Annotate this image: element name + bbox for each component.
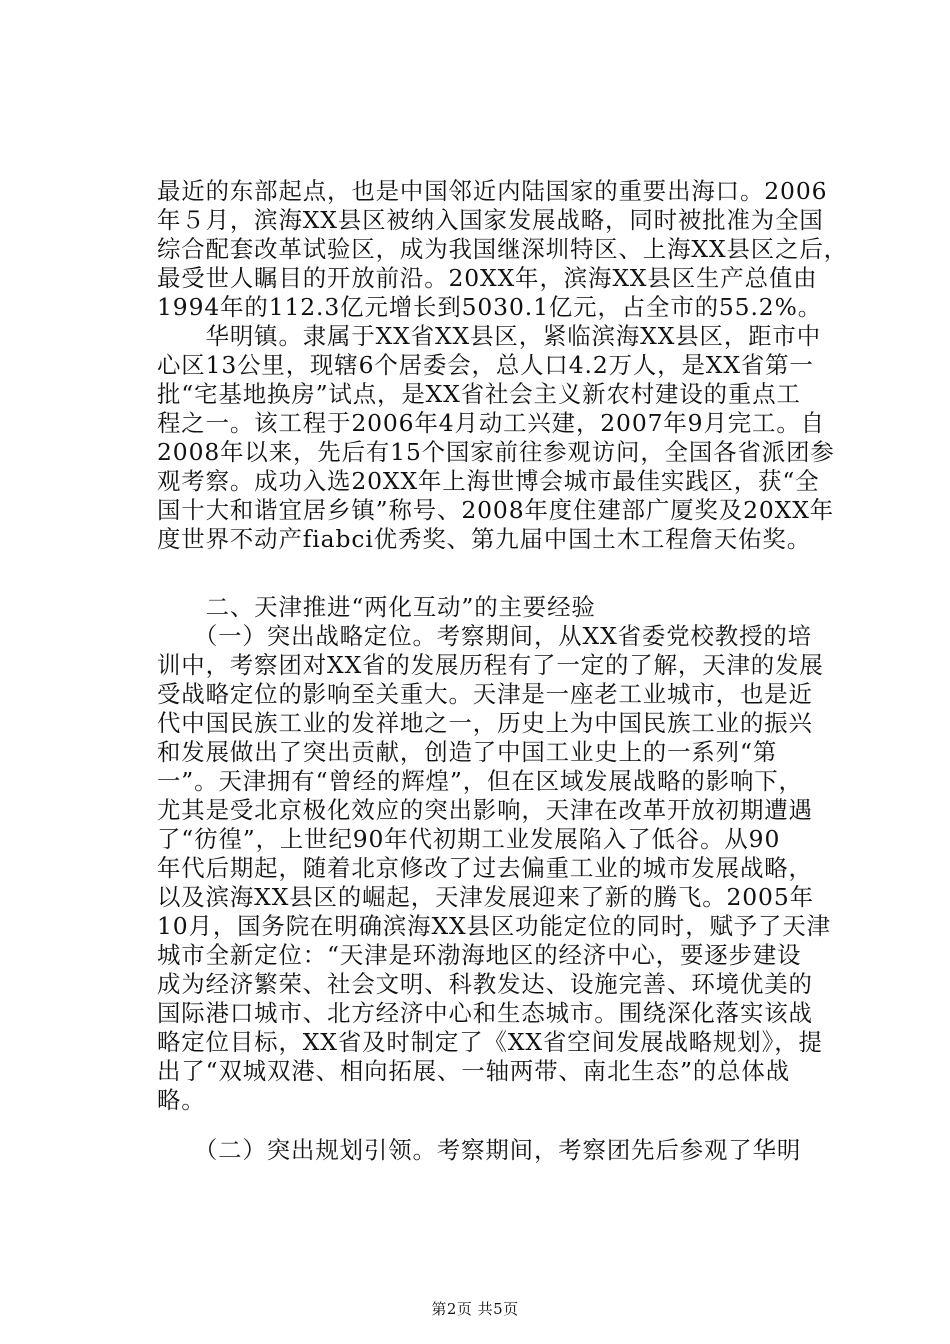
text-line: 年代后期起，随着北京修改了过去偏重工业的城市发展战略， — [157, 854, 813, 882]
text-line: 1994年的112.3亿元增长到5030.1亿元，占全市的55.2%。 — [157, 293, 822, 321]
text-line: 尤其是受北京极化效应的突出影响，天津在改革开放初期遭遇 — [157, 796, 813, 824]
text-line: （一）突出战略定位。考察期间，从XX省委党校教授的培 — [157, 622, 812, 650]
text-line: 代中国民族工业的发祥地之一，历史上为中国民族工业的振兴 — [157, 709, 813, 737]
text-line: 城市全新定位：“天津是环渤海地区的经济中心，要逐步建设 — [157, 941, 802, 969]
text-line: 2008年以来，先后有15个国家前往参观访问，全国各省派团参 — [157, 438, 835, 466]
text-line: 程之一。该工程于2006年4月动工兴建，2007年9月完工。自 — [157, 409, 825, 437]
text-line: 年５月，滨海XX县区被纳入国家发展战略，同时被批准为全国 — [157, 206, 824, 234]
text-line: 度世界不动产fiabci优秀奖、第九届中国土木工程詹天佑奖。 — [157, 525, 812, 553]
text-line: 综合配套改革试验区，成为我国继深圳特区、上海XX县区之后， — [157, 235, 848, 263]
text-line: 国际港口城市、北方经济中心和生态城市。围绕深化落实该战 — [157, 999, 813, 1027]
text-line: 受战略定位的影响至关重大。天津是一座老工业城市，也是近 — [157, 680, 813, 708]
text-line: 出了“双城双港、相向拓展、一轴两带、南北生态”的总体战 — [157, 1057, 790, 1085]
text-line: 观考察。成功入选20XX年上海世博会城市最佳实践区，获“全 — [157, 467, 820, 495]
text-line: 和发展做出了突出贡献，创造了中国工业史上的一系列“第 — [157, 738, 778, 766]
text-line: （二）突出规划引领。考察期间，考察团先后参观了华明 — [157, 1136, 802, 1164]
text-line: 心区13公里，现辖6个居委会，总人口4.2万人，是XX省第一 — [157, 351, 814, 379]
text-line: 略定位目标，XX省及时制定了《XX省空间发展战略规划》，提 — [157, 1028, 823, 1056]
text-line: 10月，国务院在明确滨海XX县区功能定位的同时，赋予了天津 — [157, 912, 831, 940]
text-line: 一”。天津拥有“曾经的辉煌”，但在区域发展战略的影响下， — [157, 767, 803, 795]
text-line: 最近的东部起点，也是中国邻近内陆国家的重要出海口。2006 — [157, 177, 828, 205]
text-line: 了“彷徨”，上世纪90年代初期工业发展陷入了低谷。从90 — [157, 825, 781, 853]
page-footer: 第2页 共5页 — [431, 1300, 519, 1318]
text-line: 二、天津推进“两化互动”的主要经验 — [157, 593, 596, 621]
text-line: 最受世人瞩目的开放前沿。20XX年，滨海XX县区生产总值由 — [157, 264, 818, 292]
text-line: 略。 — [157, 1086, 206, 1114]
text-line: 成为经济繁荣、社会文明、科教发达、设施完善、环境优美的 — [157, 970, 813, 998]
text-line: 批“宅基地换房”试点，是XX省社会主义新农村建设的重点工 — [157, 380, 801, 408]
text-line: 以及滨海XX县区的崛起，天津发展迎来了新的腾飞。2005年 — [157, 883, 814, 911]
text-line: 国十大和谐宜居乡镇”称号、2008年度住建部广厦奖及20XX年 — [157, 496, 835, 524]
text-line: 训中，考察团对XX省的发展历程有了一定的了解，天津的发展 — [157, 651, 824, 679]
text-line: 华明镇。隶属于XX省XX县区，紧临滨海XX县区，距市中 — [157, 322, 821, 350]
